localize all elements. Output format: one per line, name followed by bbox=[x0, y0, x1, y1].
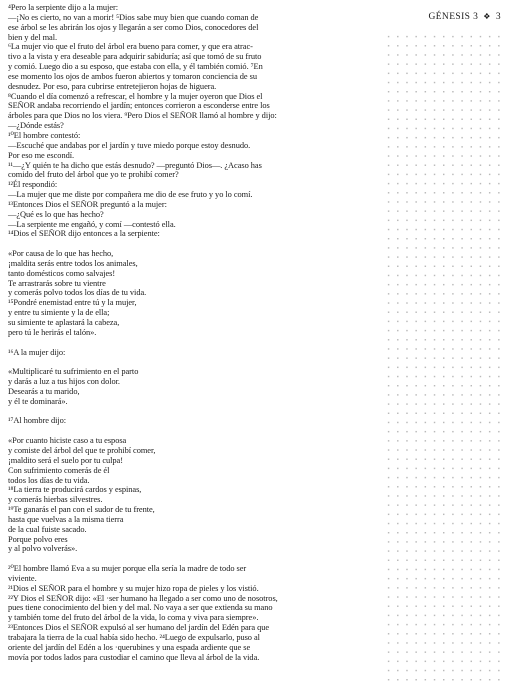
text-line: ¹⁰El hombre contestó: bbox=[8, 130, 81, 140]
text-line: y al polvo volverás». bbox=[8, 544, 78, 554]
text-line: ⁴Pero la serpiente dijo a la mujer: bbox=[8, 3, 119, 12]
text-line: —Escuché que andabas por el jardín y tuve miedo porque estoy desnudo. bbox=[8, 140, 251, 150]
blank-line bbox=[8, 407, 366, 417]
text-line: Te arrastrarás sobre tu vientre bbox=[8, 278, 106, 288]
text-line: ¹⁵Pondré enemistad entre tú y la mujer, bbox=[8, 298, 137, 308]
text-line: «Multiplicaré tu sufrimiento en el parto bbox=[8, 367, 139, 377]
text-line: viviente. bbox=[8, 573, 37, 583]
text-line: su simiente te aplastará la cabeza, bbox=[8, 318, 120, 327]
text-line: ⁶La mujer vio que el fruto del árbol era bueno para comer, y que era atrac- bbox=[8, 42, 253, 52]
text-line: ¹⁷Al hombre dijo: bbox=[8, 416, 67, 426]
text-line: ²⁰El hombre llamó Eva a su mujer porque ella sería la madre de todo ser bbox=[8, 564, 247, 574]
scripture-text-column bbox=[8, 3, 366, 663]
text-line: de la cual fuiste sacado. bbox=[8, 524, 87, 534]
text-line: y él te dominará». bbox=[8, 396, 68, 406]
text-line: todos los días de tu vida. bbox=[8, 475, 90, 485]
text-line: trabajara la tierra de la cual había sido hecho. ²⁴Luego de expulsarlo, puso al bbox=[8, 633, 260, 642]
blank-line bbox=[8, 426, 366, 436]
text-line: Desearás a tu marido, bbox=[8, 386, 80, 396]
text-line: ²¹Dios el SEÑOR para el hombre y su mujer hizo ropa de pieles y los vistió. bbox=[8, 583, 259, 593]
dot-grid-journaling-margin bbox=[384, 32, 504, 684]
text-line: y comerás hierbas silvestres. bbox=[8, 495, 103, 505]
text-line: y comió. Luego dio a su esposo, que estaba con ella, y él también comió. ⁷En bbox=[8, 62, 263, 72]
text-line: comido del fruto del árbol que yo te prohibí comer? bbox=[8, 170, 179, 180]
blank-line bbox=[8, 239, 366, 249]
text-line: hasta que vuelvas a la misma tierra bbox=[8, 514, 124, 524]
text-line: ⁸Cuando el día comenzó a refrescar, el hombre y la mujer oyeron que Dios el bbox=[8, 91, 263, 101]
text-line: Con sufrimiento comerás de él bbox=[8, 465, 110, 475]
text-line: —¿Qué es lo que has hecho? bbox=[8, 209, 104, 219]
text-line: y también tome del fruto del árbol de la vida, lo coma y viva para siempre». bbox=[8, 613, 259, 623]
text-line: ¹³Entonces Dios el SEÑOR preguntó a la mujer: bbox=[8, 199, 167, 209]
text-line: ¡maldito será el suelo por tu culpa! bbox=[8, 455, 123, 465]
text-line: —La serpiente me engañó, y comí —contestó ella. bbox=[8, 219, 176, 229]
page-header bbox=[428, 12, 501, 22]
text-line: ¹⁹Te ganarás el pan con el sudor de tu frente, bbox=[8, 505, 155, 515]
text-line: y darás a luz a tus hijos con dolor. bbox=[8, 377, 120, 387]
text-line: ¹⁴Dios el SEÑOR dijo entonces a la serpiente: bbox=[8, 229, 160, 239]
text-line: árboles para que Dios no los viera. ⁹Pero Dios el SEÑOR llamó al hombre y dijo: bbox=[8, 111, 277, 121]
text-line: Por eso me escondí. bbox=[8, 150, 75, 160]
text-line: y comerás polvo todos los días de tu vida. bbox=[8, 288, 147, 298]
text-line: movía por todos lados para custodiar el camino que lleva al árbol de la vida. bbox=[8, 652, 260, 662]
text-line: bien y del mal. bbox=[8, 32, 58, 42]
text-line: y comiste del árbol del que te prohibí comer, bbox=[8, 445, 156, 455]
text-line: ¹¹—¿Y quién te ha dicho que estás desnudo? —preguntó Dios—. ¿Acaso has bbox=[8, 160, 262, 170]
text-line: ¡maldita serás entre todos los animales, bbox=[8, 258, 138, 268]
text-line: ¹⁶A la mujer dijo: bbox=[8, 347, 66, 357]
text-line: desnudez. Por eso, para cubrirse entretejieron hojas de higuera. bbox=[8, 81, 217, 91]
blank-line bbox=[8, 357, 366, 367]
text-line: y entre tu simiente y la de ella; bbox=[8, 308, 110, 318]
blank-line bbox=[8, 338, 366, 348]
text-line: ese momento los ojos de ambos fueron abiertos y tomaron conciencia de su bbox=[8, 71, 257, 81]
text-line: «Por causa de lo que has hecho, bbox=[8, 249, 114, 259]
text-line: —La mujer que me diste por compañera me dio de ese fruto y yo lo comí. bbox=[8, 190, 253, 200]
text-line: ese árbol se les abrirán los ojos y llegarán a ser como Dios, conocedores del bbox=[8, 22, 259, 32]
text-line: SEÑOR andaba recorriendo el jardín; entonces corrieron a esconderse entre los bbox=[8, 101, 270, 111]
text-line: ¹²Él respondió: bbox=[8, 180, 58, 190]
text-line: ²²Y Dios el SEÑOR dijo: «El ·ser humano ha llegado a ser como uno de nosotros, bbox=[8, 593, 278, 603]
text-line: pues tiene conocimiento del bien y del mal. No vaya a ser que extienda su mano bbox=[8, 603, 273, 613]
text-line: ²³Entonces Dios el SEÑOR expulsó al ser humano del jardín del Edén para que bbox=[8, 623, 270, 633]
text-line: —¡No es cierto, no van a morir! ⁵Dios sabe muy bien que cuando coman de bbox=[8, 12, 259, 22]
text-line: tivo a la vista y era deseable para adquirir sabiduría; así que tomó de su fruto bbox=[8, 52, 262, 62]
book-title: GÉNESIS 3 bbox=[428, 12, 479, 22]
text-line: Porque polvo eres bbox=[8, 534, 68, 544]
text-line: «Por cuanto hiciste caso a tu esposa bbox=[8, 436, 127, 446]
text-line: pero tú le herirás el talón». bbox=[8, 327, 97, 337]
text-line: ¹⁸La tierra te producirá cardos y espinas, bbox=[8, 485, 142, 495]
text-line: tanto domésticos como salvajes! bbox=[8, 268, 116, 278]
text-line: oriente del jardín del Edén a los ·querubines y una espada ardiente que se bbox=[8, 642, 251, 652]
text-line: —¿Dónde estás? bbox=[8, 121, 64, 131]
chapter-number: 3 bbox=[495, 12, 501, 22]
blank-line bbox=[8, 554, 366, 564]
diamond-icon: ❖ bbox=[483, 12, 491, 21]
